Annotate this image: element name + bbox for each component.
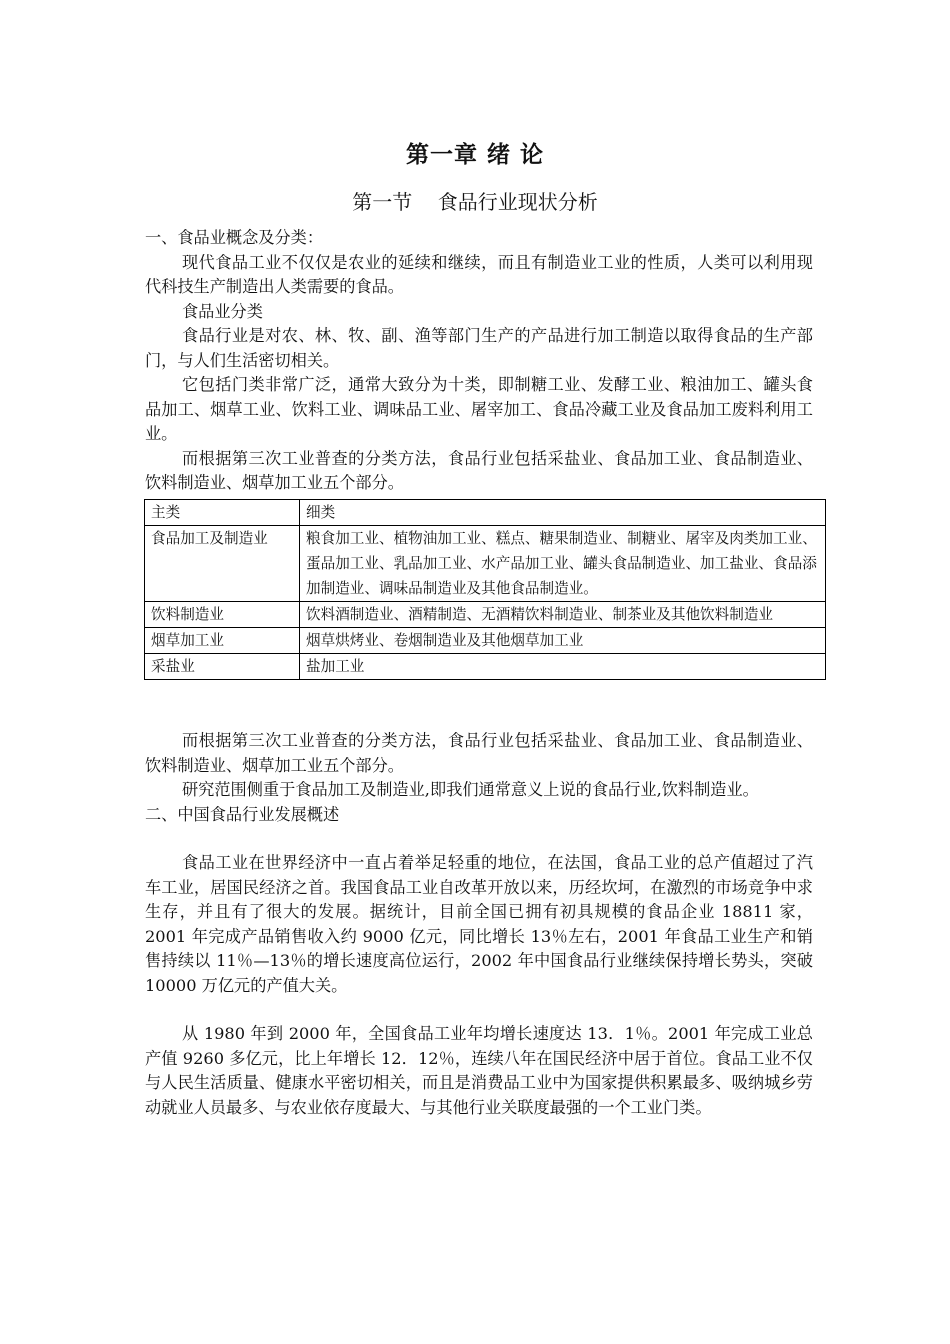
table-row	[145, 602, 826, 628]
table-cell-main: 饮料制造业	[145, 602, 300, 628]
table-header-main-category: 主类	[145, 500, 300, 526]
blank-line	[145, 998, 813, 1022]
blank-line	[145, 827, 813, 851]
table-cell-sub: 盐加工业	[300, 654, 826, 680]
section-two-block	[145, 729, 813, 1120]
table-cell-sub: 饮料酒制造业、酒精制造、无酒精饮料制造业、制茶业及其他饮料制造业	[300, 602, 826, 628]
heading-china-food-industry: 二、中国食品行业发展概述	[145, 804, 340, 824]
table-row	[145, 526, 826, 602]
paragraph-growth-statistics: 从 1980 年到 2000 年，全国食品工业年均增长速度达 13．1％。2001 年完成工业总产值 9260 多亿元，比上年增长 12．12％，连续八年在国民经济中居于首位。食品工业不仅与人民生活质量、健康水平密切相关，而且是消费品工业中为国家提供积累最多、吸纳城乡劳动就业人员最多、与农业依存度最大、与其他行业关联度最强的一个工业门类。	[145, 1024, 813, 1117]
paragraph-definition: 现代食品工业不仅仅是农业的延续和继续，而且有制造业工业的性质，人类可以利用现代科技生产制造出人类需要的食品。	[145, 252, 813, 296]
table-header-subcategory: 细类	[300, 500, 826, 526]
heading-food-industry-concept: 一、食品业概念及分类：	[145, 228, 324, 247]
table-cell-main: 采盐业	[145, 654, 300, 680]
table-header-row	[145, 500, 826, 526]
table-cell-main: 烟草加工业	[145, 628, 300, 654]
section-title: 第一节 食品行业现状分析	[352, 190, 598, 214]
classification-table	[144, 499, 826, 680]
chapter-title: 第一章 绪 论	[405, 142, 544, 168]
paragraph-ten-categories: 它包括门类非常广泛，通常大致分为十类，即制糖工业、发酵工业、粮油加工、罐头食品加工、烟草工业、饮料工业、调味品工业、屠宰加工、食品冷藏工业及食品加工废料利用工业。	[145, 375, 813, 443]
table-row	[145, 628, 826, 654]
table-cell-sub: 烟草烘烤业、卷烟制造业及其他烟草加工业	[300, 628, 826, 654]
paragraph-industry-status: 食品工业在世界经济中一直占着举足轻重的地位，在法国，食品工业的总产值超过了汽车工业，居国民经济之首。我国食品工业自改革开放以来，历经坎坷，在激烈的市场竞争中求生存，并且有了很大的发展。据统计，目前全国已拥有初具规模的食品企业 18811 家，2001 年完成产品销售收入约 9000 亿元，同比增长 13％左右，2001 年食品工业生产和销售持续以 11％—13％的增长速度高位运行，2002 年中国食品行业继续保持增长势头，突破 10000 万亿元的产值大关。	[145, 853, 813, 995]
paragraph-research-scope: 研究范围侧重于食品加工及制造业,即我们通常意义上说的食品行业,饮料制造业。	[182, 780, 759, 799]
paragraph-sector-description: 食品行业是对农、林、牧、副、渔等部门生产的产品进行加工制造以取得食品的生产部门，与人们生活密切相关。	[145, 326, 813, 370]
subheading-classification: 食品业分类	[182, 301, 263, 321]
table-cell-main: 食品加工及制造业	[145, 526, 300, 602]
paragraph-census-repeat: 而根据第三次工业普查的分类方法，食品行业包括采盐业、食品加工业、食品制造业、饮料制造业、烟草加工业五个部分。	[145, 731, 813, 775]
paragraph-census-classification: 而根据第三次工业普查的分类方法，食品行业包括采盐业、食品加工业、食品制造业、饮料制造业、烟草加工业五个部分。	[145, 448, 813, 492]
table-cell-sub: 粮食加工业、植物油加工业、糕点、糖果制造业、制糖业、屠宰及肉类加工业、蛋品加工业、乳品加工业、水产品加工业、罐头食品制造业、加工盐业、食品添加制造业、调味品制造业及其他食品制造业。	[300, 526, 826, 602]
classification-table-wrap	[144, 498, 826, 680]
table-row	[145, 654, 826, 680]
section-one-block	[145, 226, 813, 496]
